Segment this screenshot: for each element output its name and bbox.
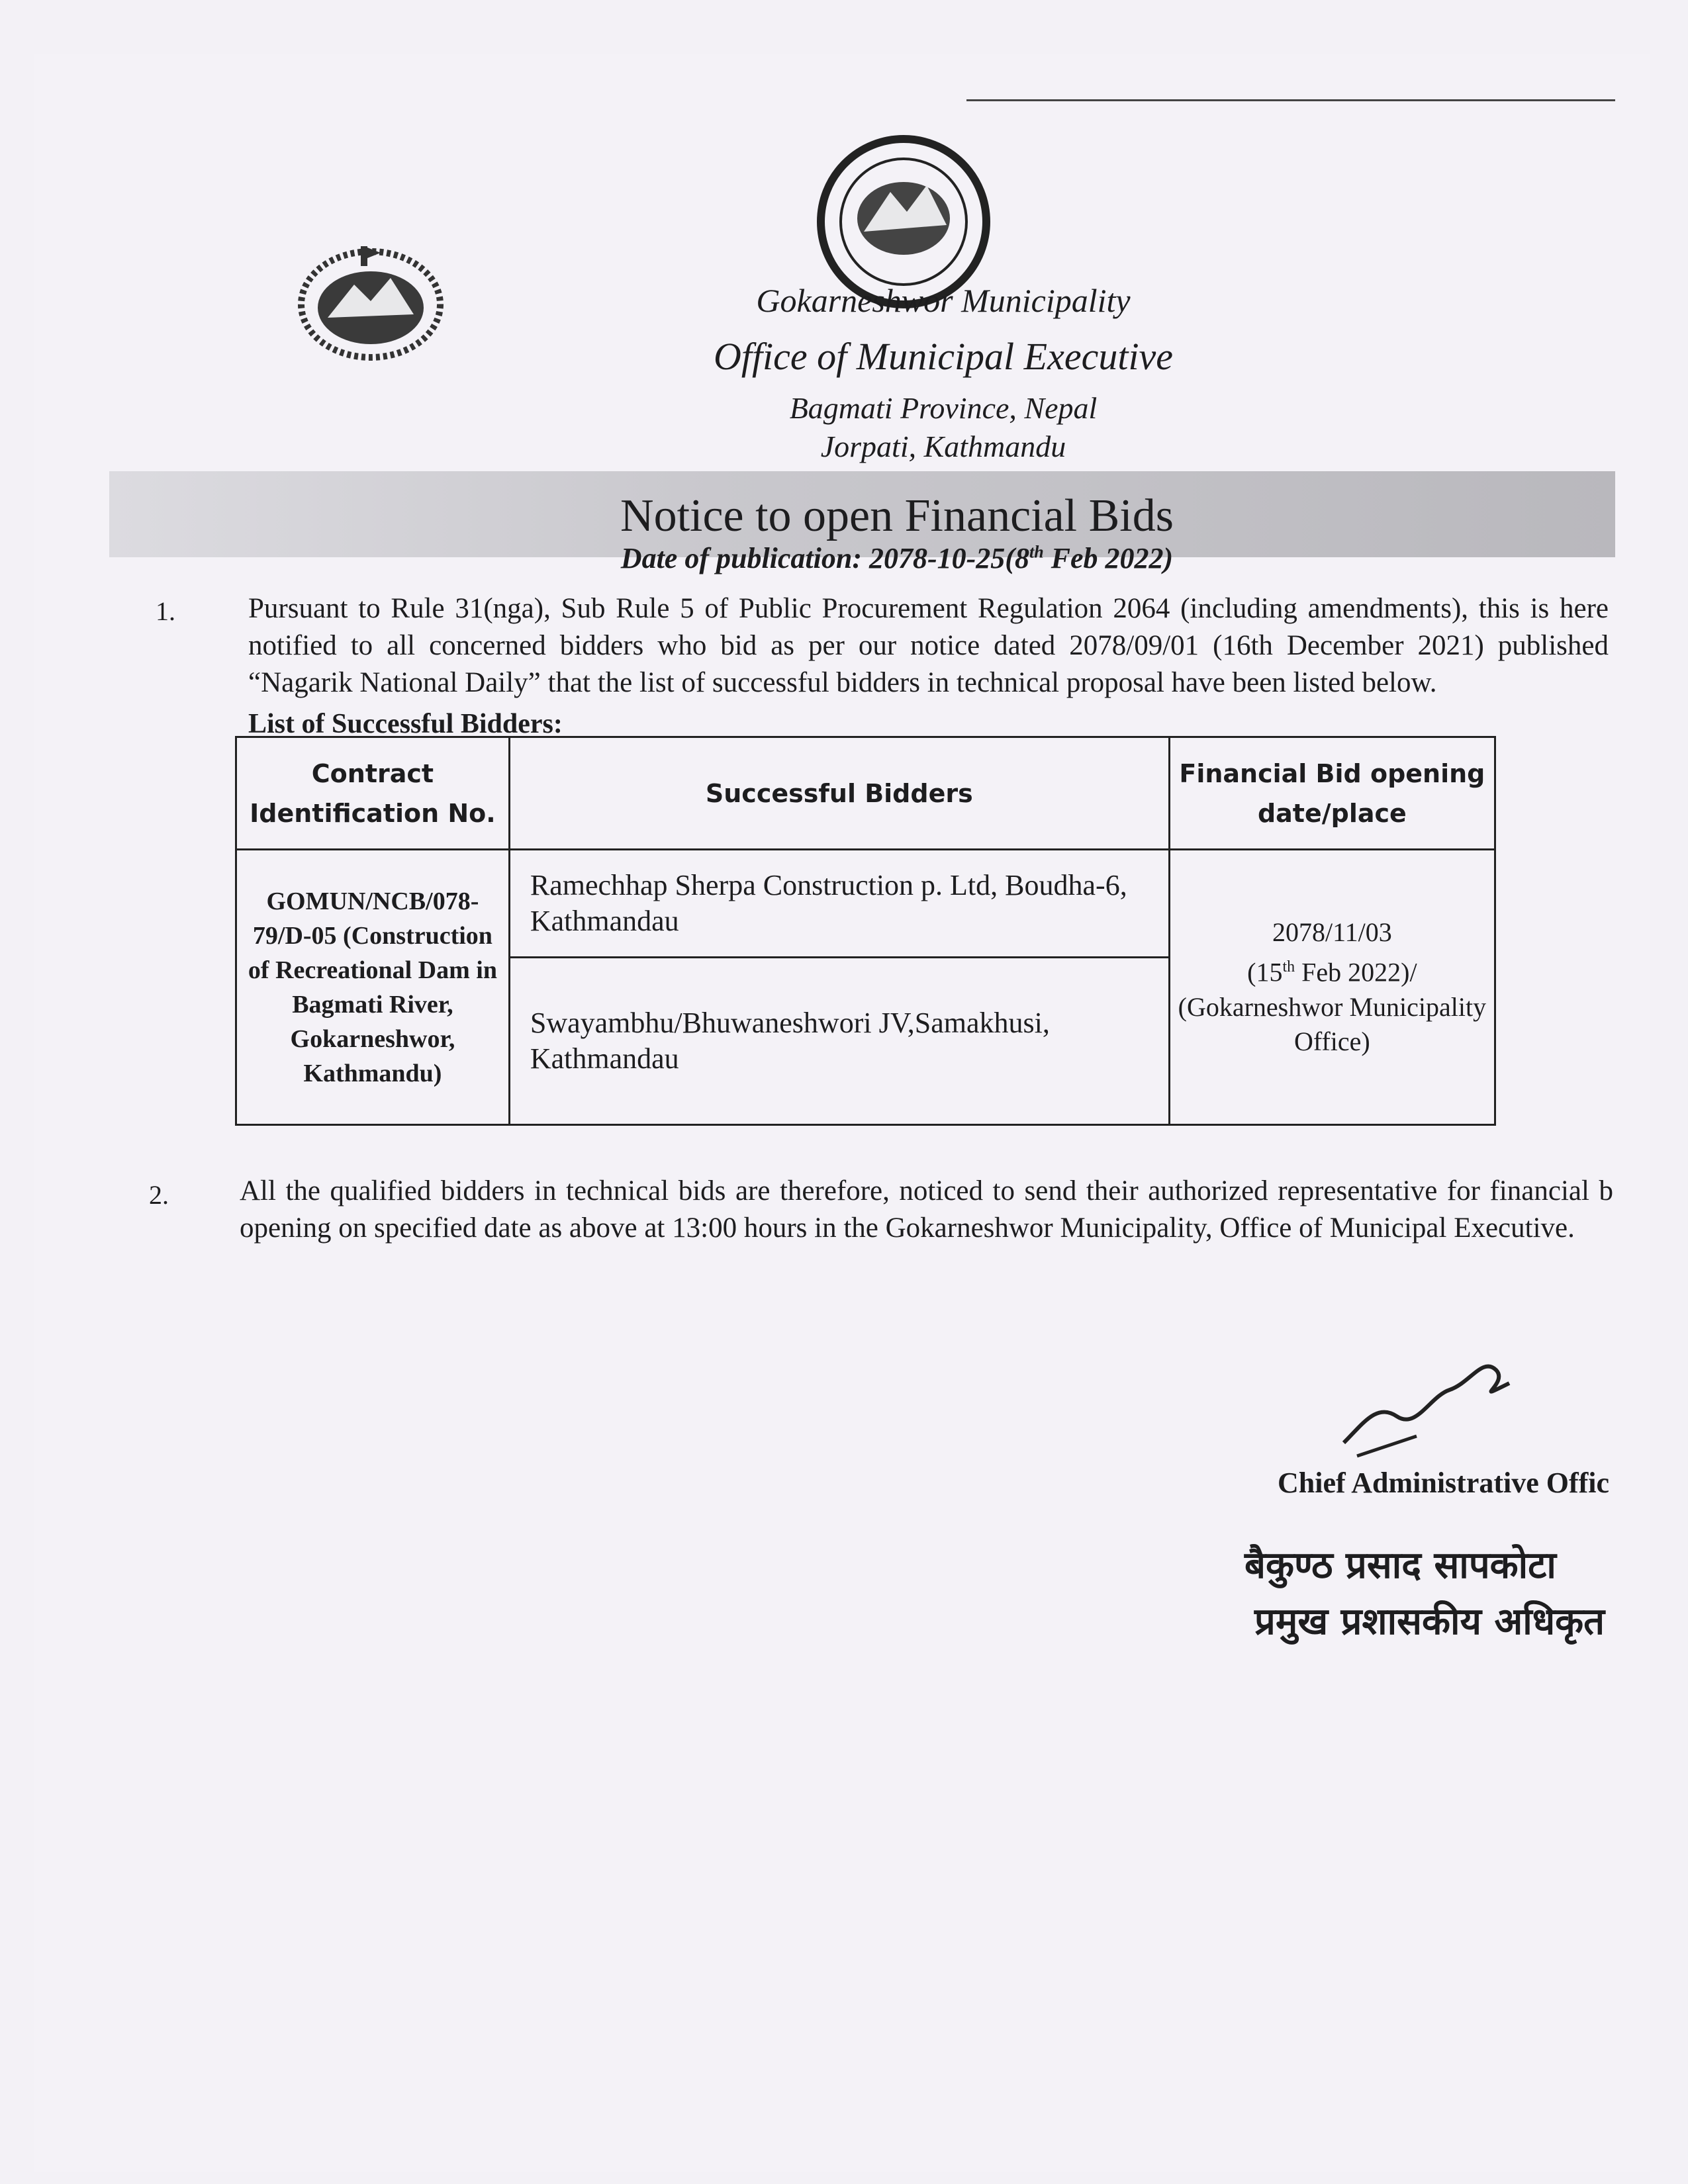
top-rule bbox=[966, 99, 1615, 101]
bidder-cell-1: Ramechhap Sherpa Construction p. Ltd, Boudha-6, Kathmandau bbox=[509, 850, 1169, 958]
publication-date: Date of publication: 2078-10-25(8th Feb 2022) bbox=[620, 542, 1174, 574]
header-opening-date: Financial Bid opening date/place bbox=[1169, 737, 1495, 850]
header-bidders: Successful Bidders bbox=[509, 737, 1169, 850]
paragraph-2-text: All the qualified bidders in technical bids are therefore, noticed to send their authorized representative for financial b opening on specified date as above at 13:00 hours in the Gokarneshwor Municipality, Office of Municipal Executive. bbox=[240, 1175, 1613, 1244]
paragraph-2-number: 2. bbox=[149, 1180, 169, 1210]
contract-id-cell: GOMUN/NCB/078-79/D-05 (Construction of Recreational Dam in Bagmati River, Gokarneshwor, Kathmandu) bbox=[236, 850, 510, 1125]
signatory-title: Chief Administrative Offic bbox=[1278, 1467, 1610, 1499]
paragraph-1-text: Pursuant to Rule 31(nga), Sub Rule 5 of Public Procurement Regulation 2064 (including amendments), this is here notified to all concerned bidders who bid as per our notice dated 2078/09/01 (16th December 2021) published “Nagarik National Daily” that the list of successful bidders in technical proposal have been listed below. bbox=[248, 593, 1609, 698]
opening-date-ad: (15th Feb 2022)/ bbox=[1247, 957, 1417, 987]
signatory-designation-nepali: प्रमुख प्रशासकीय अधिकृत bbox=[1254, 1600, 1605, 1643]
notice-title: Notice to open Financial Bids bbox=[620, 490, 1174, 541]
opening-date: 2078/11/03 bbox=[1272, 917, 1392, 948]
signature-scribble bbox=[1337, 1343, 1523, 1463]
table-row bbox=[236, 850, 1495, 958]
municipality-name: Gokarneshwor Municipality bbox=[756, 282, 1131, 319]
header-contract-id: Contract Identification No. bbox=[236, 737, 510, 850]
province-line: Bagmati Province, Nepal bbox=[789, 391, 1098, 425]
opening-date-cell bbox=[1169, 850, 1495, 1125]
signatory-name-nepali: बैकुण्ठ प्रसाद सापकोटा bbox=[1244, 1544, 1556, 1587]
table-header-row bbox=[236, 737, 1495, 850]
paragraph-1-number: 1. bbox=[156, 596, 175, 626]
successful-bidders-table bbox=[235, 736, 1496, 1126]
opening-place: (Gokarneshwor Municipality Office) bbox=[1178, 991, 1487, 1056]
bidder-cell-2: Swayambhu/Bhuwaneshwori JV,Samakhusi, Kathmandau bbox=[509, 958, 1169, 1125]
office-name: Office of Municipal Executive bbox=[713, 335, 1174, 378]
list-heading: List of Successful Bidders: bbox=[248, 709, 563, 739]
location-line: Jorpati, Kathmandu bbox=[820, 430, 1066, 463]
